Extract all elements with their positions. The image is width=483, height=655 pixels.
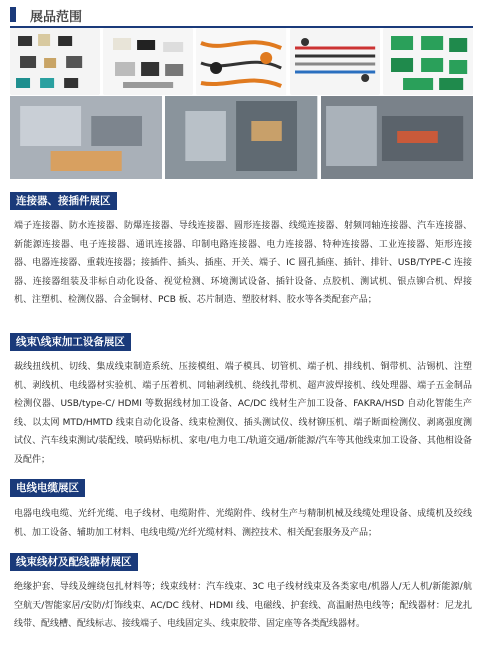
equipment-photo-1 xyxy=(10,96,162,179)
section-title-harness-equipment: 线束\线束加工设备展区 xyxy=(10,333,131,351)
section-title-connectors: 连接器、接插件展区 xyxy=(10,192,117,210)
header-marker xyxy=(10,7,16,22)
section-title-wire-cable: 电线电缆展区 xyxy=(10,479,85,497)
section-body-harness-equipment: 裁线扭线机、切线、集成线束制造系统、压接模组、端子模具、切管机、端子机、排线机、铜带机、沾锡机、注塑机、剥线机、电线器材实验机、端子压着机、同轴剥线机、绕线扎带机、超声波焊接机、线处理器、端子五金制品检测仪器、USB/type-C/ HDMI 等数据线材加工设备、AC/DC 线材生产加工设备、FAKRA/HSD 自动化智能生产线、以太网 MTD/HMTD 线束自动化设备、线束检测仪、插头测试仪、线材铆压机、端子断面检测仪、剥离强度测试仪、汽车线束测试/装配线、喷码贴标机、家电/电力电工/轨道交通/新能源/汽车等其他线束加工设备、其他相设备及配件； xyxy=(14,362,472,465)
product-photo-cables xyxy=(290,28,380,95)
equipment-photo-2 xyxy=(165,96,317,179)
section-title-harness-wiring: 线束线材及配线器材展区 xyxy=(10,553,138,571)
product-photo-strip xyxy=(10,28,473,95)
equipment-photo-strip xyxy=(10,96,473,179)
page-header xyxy=(10,4,473,28)
product-photo-terminal-blocks xyxy=(383,28,473,95)
section-body-connectors: 端子连接器、防水连接器、防爆连接器、导线连接器、圆形连接器、线缆连接器、射频同轴连接器、汽车连接器、新能源连接器、电子连接器、通讯连接器、印制电路连接器、电力连接器、特种连接器、工业连接器、矩形连接器、电器连接器、重载连接器；接插件、插头、插座、开关、端子、IC 圆孔插座、插针、排针、USB/TYPE-C 连接器、连接器组装及非标自动化设备、视觉检测、环境测试设备、插针设备、点胶机、测试机、银点铆合机、焊接机、注塑机、检测仪器、合金铜材、PCB 板、芯片制造、塑胶材料、胶水等各类配套产品； xyxy=(14,221,472,305)
section-body-harness-wiring: 绝缘护套、导线及缠绕包扎材料等；线束线材：汽车线束、3C 电子线材线束及各类家电/机器人/无人机/新能源/航空航天/智能家居/安防/灯饰线束、AC/DC 线材、HDMI 线、电磁线、护套线、高温耐热电线等；配线器材：尼龙扎线带、配线槽、配线标志、接线端子、电线固定头、线束胶带、固定座等各类配线器材。 xyxy=(14,582,472,629)
page-title: 展品范围 xyxy=(30,10,83,25)
product-photo-headers xyxy=(103,28,193,95)
product-photo-harness xyxy=(196,28,286,95)
product-photo-connectors xyxy=(10,28,100,95)
section-body-wire-cable: 电器电线电缆、光纤光缆、电子线材、电缆附件、光缆附件、线材生产与精制机械及线缆处理设备、成缆机及绞线机、加工设备、辅助加工材料、电线电缆/光纤光缆材料、测控技术、相关配套服务及产品； xyxy=(14,509,472,538)
equipment-photo-3 xyxy=(321,96,473,179)
